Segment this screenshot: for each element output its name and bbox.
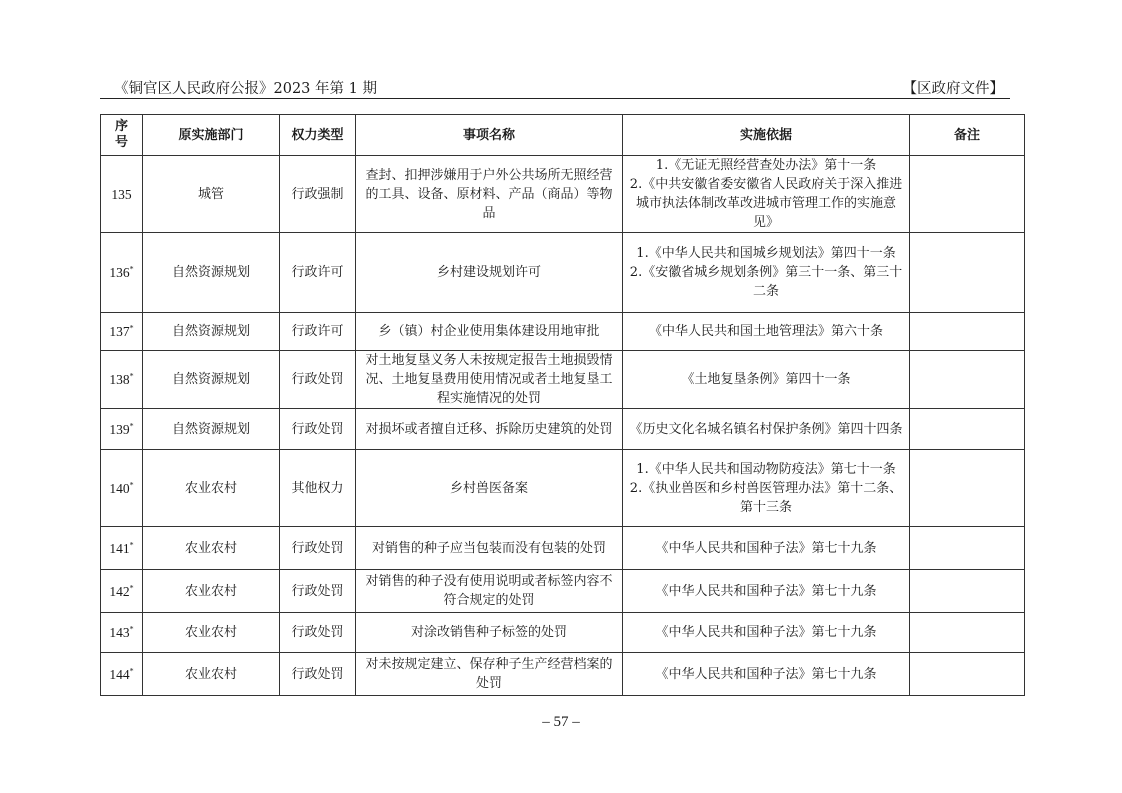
cell-basis — [623, 156, 910, 233]
table-row — [101, 527, 1025, 570]
table-row — [101, 570, 1025, 613]
cell-note — [910, 351, 1025, 409]
cell-basis — [623, 570, 910, 613]
cell-note — [910, 527, 1025, 570]
cell-dept: 自然资源规划 — [143, 409, 280, 450]
basis-line: 《中华人民共和国种子法》第七十九条 — [655, 583, 877, 599]
cell-note — [910, 653, 1025, 696]
cell-seq: 135 — [101, 156, 143, 233]
cell-type: 行政许可 — [280, 313, 356, 351]
table-row — [101, 409, 1025, 450]
asterisk-mark: * — [129, 264, 134, 274]
basis-line: 《中华人民共和国土地管理法》第六十条 — [648, 324, 883, 339]
table-row — [101, 653, 1025, 696]
cell-note — [910, 156, 1025, 233]
cell-seq: 140* — [101, 450, 143, 527]
cell-seq: 144* — [101, 653, 143, 696]
basis-line: 《中华人民共和国种子法》第七十九条 — [655, 666, 877, 682]
col-header-type: 权力类型 — [280, 115, 356, 156]
cell-seq: 139* — [101, 409, 143, 450]
cell-type: 行政处罚 — [280, 527, 356, 570]
table-row — [101, 450, 1025, 527]
basis-line: 2.《执业兽医和乡村兽医管理办法》第十二条、第十三条 — [629, 480, 903, 515]
asterisk-mark: * — [129, 480, 134, 489]
table-row — [101, 156, 1025, 233]
cell-basis — [623, 450, 910, 527]
basis-line: 2.《安徽省城乡规划条例》第三十一条、第三十二条 — [629, 265, 903, 299]
basis-line: 《中华人民共和国种子法》第七十九条 — [655, 540, 877, 556]
col-header-dept: 原实施部门 — [143, 115, 280, 156]
cell-seq: 136* — [101, 233, 143, 313]
cell-seq: 137* — [101, 313, 143, 351]
cell-item: 查封、扣押涉嫌用于户外公共场所无照经营的工具、设备、原材料、产品（商品）等物品 — [356, 156, 623, 233]
cell-dept: 农业农村 — [143, 613, 280, 653]
cell-note — [910, 570, 1025, 613]
cell-dept: 农业农村 — [143, 570, 280, 613]
cell-dept: 农业农村 — [143, 527, 280, 570]
asterisk-mark: * — [129, 323, 134, 333]
cell-type: 其他权力 — [280, 450, 356, 527]
cell-seq: 141* — [101, 527, 143, 570]
cell-item: 对销售的种子没有使用说明或者标签内容不符合规定的处罚 — [356, 570, 623, 613]
col-header-item: 事项名称 — [356, 115, 623, 156]
cell-basis — [623, 409, 910, 450]
cell-seq: 142* — [101, 570, 143, 613]
asterisk-mark: * — [129, 624, 134, 634]
cell-note — [910, 450, 1025, 527]
cell-item: 对损坏或者擅自迁移、拆除历史建筑的处罚 — [356, 409, 623, 450]
cell-type: 行政处罚 — [280, 409, 356, 450]
cell-dept: 自然资源规划 — [143, 233, 280, 313]
cell-basis — [623, 613, 910, 653]
col-header-note: 备注 — [910, 115, 1025, 156]
cell-basis — [623, 527, 910, 570]
page-number: – 57 – — [542, 714, 580, 730]
basis-line: 《历史文化名城名镇名村保护条例》第四十四条 — [629, 421, 903, 437]
asterisk-mark: * — [129, 421, 134, 430]
cell-basis — [623, 653, 910, 696]
cell-seq: 138* — [101, 351, 143, 409]
cell-item: 乡（镇）村企业使用集体建设用地审批 — [356, 313, 623, 351]
cell-item: 乡村建设规划许可 — [356, 233, 623, 313]
basis-line: 1.《中华人民共和国城乡规划法》第四十一条 — [636, 246, 896, 261]
cell-seq: 143* — [101, 613, 143, 653]
cell-note — [910, 233, 1025, 313]
col-header-basis: 实施依据 — [623, 115, 910, 156]
cell-type: 行政处罚 — [280, 570, 356, 613]
cell-dept: 农业农村 — [143, 653, 280, 696]
cell-note — [910, 313, 1025, 351]
cell-type: 行政强制 — [280, 156, 356, 233]
cell-type: 行政处罚 — [280, 351, 356, 409]
cell-dept: 自然资源规划 — [143, 313, 280, 351]
cell-dept: 自然资源规划 — [143, 351, 280, 409]
col-header-seq: 序 号 — [101, 115, 143, 156]
asterisk-mark: * — [129, 583, 134, 592]
basis-line: 《土地复垦条例》第四十一条 — [681, 372, 851, 387]
cell-note — [910, 409, 1025, 450]
table-header-row — [101, 115, 1025, 156]
cell-item: 对销售的种子应当包装而没有包装的处罚 — [356, 527, 623, 570]
page-header — [100, 76, 1010, 99]
basis-line: 2.《中共安徽省委安徽省人民政府关于深入推进城市执法体制改革改进城市管理工作的实施意见》 — [629, 177, 903, 230]
section-label: 【区政府文件】 — [902, 81, 1004, 97]
cell-item: 对涂改销售种子标签的处罚 — [356, 613, 623, 653]
cell-type: 行政许可 — [280, 233, 356, 313]
cell-item: 对土地复垦义务人未按规定报告土地损毁情况、土地复垦费用使用情况或者土地复垦工程实施情况的处罚 — [356, 351, 623, 409]
asterisk-mark: * — [129, 371, 134, 381]
cell-type: 行政处罚 — [280, 613, 356, 653]
cell-item: 对未按规定建立、保存种子生产经营档案的处罚 — [356, 653, 623, 696]
power-items-table — [100, 114, 1025, 696]
cell-dept: 农业农村 — [143, 450, 280, 527]
basis-line: 1.《无证无照经营查处办法》第十一条 — [655, 158, 877, 173]
asterisk-mark: * — [129, 666, 134, 675]
cell-dept: 城管 — [143, 156, 280, 233]
publication-title: 《铜官区人民政府公报》2023 年第 1 期 — [114, 81, 377, 97]
cell-item: 乡村兽医备案 — [356, 450, 623, 527]
table-row — [101, 233, 1025, 313]
cell-type: 行政处罚 — [280, 653, 356, 696]
basis-line: 《中华人民共和国种子法》第七十九条 — [655, 625, 877, 640]
basis-line: 1.《中华人民共和国动物防疫法》第七十一条 — [636, 461, 896, 477]
cell-basis — [623, 233, 910, 313]
cell-basis — [623, 351, 910, 409]
cell-basis — [623, 313, 910, 351]
table-row — [101, 351, 1025, 409]
asterisk-mark: * — [129, 540, 134, 549]
table-row — [101, 313, 1025, 351]
table-row — [101, 613, 1025, 653]
cell-note — [910, 613, 1025, 653]
